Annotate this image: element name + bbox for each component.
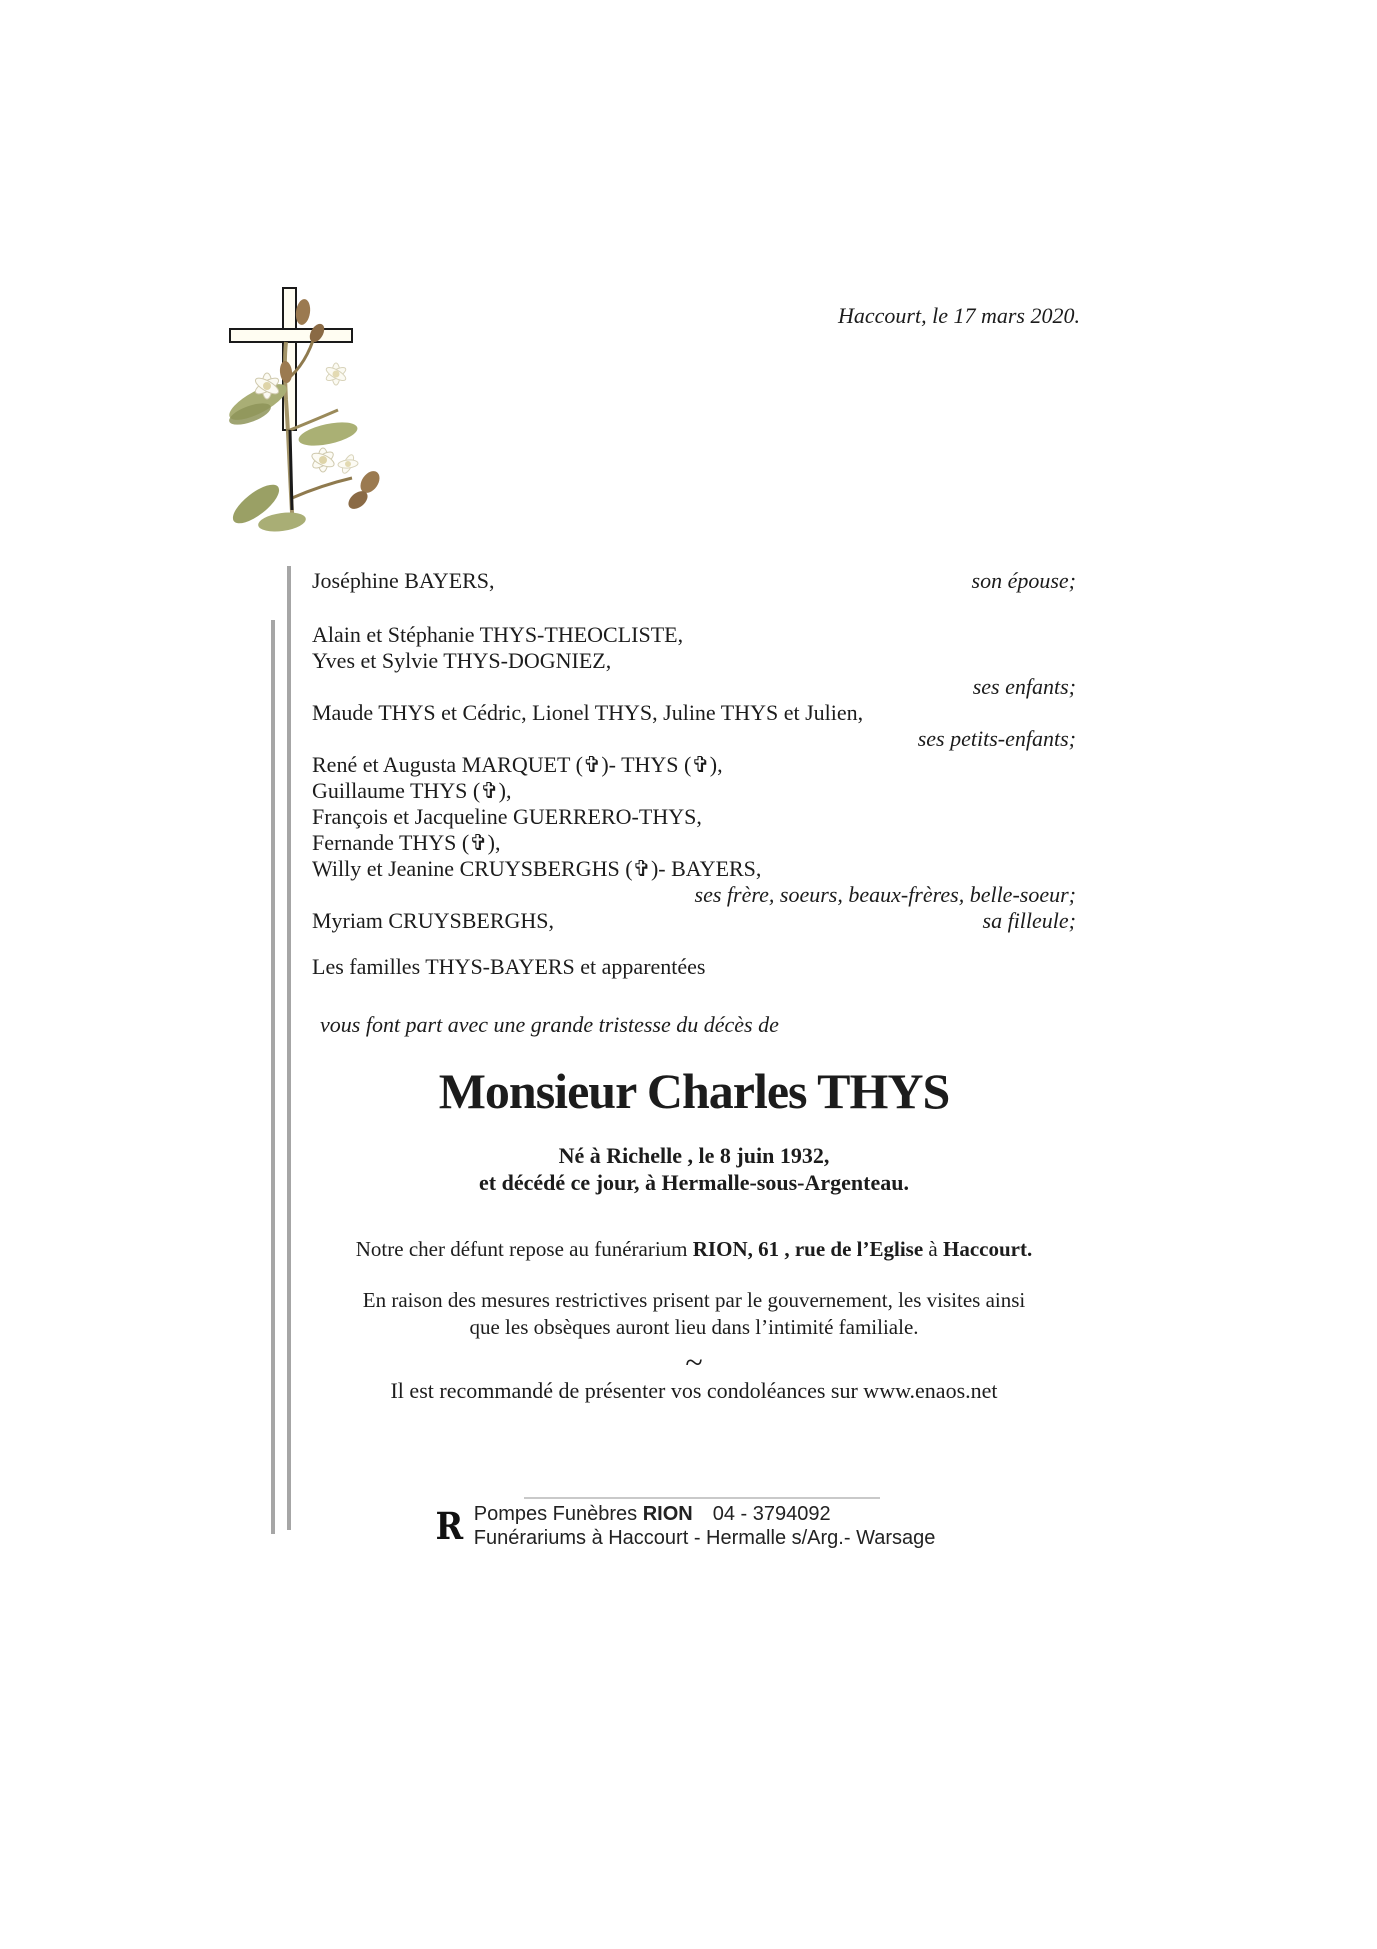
deceased-name: Monsieur Charles THYS <box>438 1063 950 1119</box>
repose-line <box>312 1236 1076 1263</box>
decorative-vertical-line-outer <box>287 566 291 1530</box>
family-line <box>312 648 1076 674</box>
announcement-intro: vous font part avec une grande tristesse du décès de <box>320 1012 779 1037</box>
decorative-vertical-line-inner <box>271 620 275 1534</box>
repose-text: à <box>923 1237 943 1261</box>
family-name: François et Jacqueline GUERRERO-THYS, <box>312 804 702 829</box>
repose-text: Notre cher défunt repose au funérarium <box>355 1237 693 1261</box>
family-line <box>312 908 1076 934</box>
cross-flowers-illustration <box>220 280 392 536</box>
restrictions-line: En raison des mesures restrictives prisent par le gouvernement, les visites ainsi <box>362 1288 1026 1312</box>
family-line <box>312 954 1076 980</box>
footer-divider <box>524 1497 880 1499</box>
relation-label: sa filleule; <box>982 908 1076 933</box>
birth-line: Né à Richelle , le 8 juin 1932, <box>558 1143 830 1168</box>
birth-death-block <box>312 1142 1076 1196</box>
relation-label: ses enfants; <box>972 674 1076 699</box>
death-line: et décédé ce jour, à Hermalle-sous-Argenteau. <box>479 1170 909 1195</box>
family-line <box>312 856 1076 882</box>
family-line <box>312 674 1076 700</box>
family-name: Alain et Stéphanie THYS-THEOCLISTE, <box>312 622 684 647</box>
company-prefix: Pompes Funèbres <box>473 1503 638 1525</box>
family-name: Yves et Sylvie THYS-DOGNIEZ, <box>312 648 612 673</box>
family-line <box>312 830 1076 856</box>
family-line <box>312 700 1076 726</box>
family-line <box>312 752 1076 778</box>
relation-label: ses frère, soeurs, beaux-frères, belle-soeur; <box>694 882 1076 907</box>
repose-city: Haccourt. <box>943 1237 1033 1261</box>
family-line <box>312 726 1076 752</box>
company-brand: RION <box>642 1503 693 1525</box>
funeral-home-locations: Funérariums à Haccourt - Hermalle s/Arg.- Warsage <box>473 1527 936 1549</box>
family-line <box>312 568 1076 594</box>
family-name: Maude THYS et Cédric, Lionel THYS, Juline THYS et Julien, <box>312 700 864 725</box>
family-name: René et Augusta MARQUET (✞)- THYS (✞), <box>312 752 723 777</box>
family-name: Fernande THYS (✞), <box>312 830 501 855</box>
family-line <box>312 622 1076 648</box>
family-name: Willy et Jeanine CRUYSBERGHS (✞)- BAYERS, <box>312 856 762 881</box>
family-name: Les familles THYS-BAYERS et apparentées <box>312 954 706 979</box>
family-line <box>312 778 1076 804</box>
dateline: Haccourt, le 17 mars 2020. <box>838 303 1080 328</box>
announcement-body <box>312 568 1076 1404</box>
funeral-home-footer <box>434 1502 935 1550</box>
relation-label: ses petits-enfants; <box>917 726 1076 751</box>
company-phone: 04 - 3794092 <box>712 1503 831 1525</box>
funeral-home-info <box>474 1502 936 1550</box>
family-line <box>312 804 1076 830</box>
funeral-home-name-line <box>474 1502 936 1526</box>
condolences-line: Il est recommandé de présenter vos condoléances sur www.enaos.net <box>390 1378 998 1403</box>
restrictions-paragraph <box>312 1287 1076 1341</box>
relation-label: son épouse; <box>971 568 1076 593</box>
rion-logo-icon: R <box>435 1504 464 1548</box>
funeral-home-address: RION, 61 , rue de l’Eglise <box>692 1237 924 1261</box>
restrictions-line: que les obsèques auront lieu dans l’intimité familiale. <box>469 1315 919 1339</box>
family-name: Guillaume THYS (✞), <box>312 778 512 803</box>
family-line <box>312 882 1076 908</box>
separator-tilde: ~ <box>685 1344 703 1380</box>
family-name: Myriam CRUYSBERGHS, <box>312 908 555 933</box>
family-name: Joséphine BAYERS, <box>312 568 495 593</box>
